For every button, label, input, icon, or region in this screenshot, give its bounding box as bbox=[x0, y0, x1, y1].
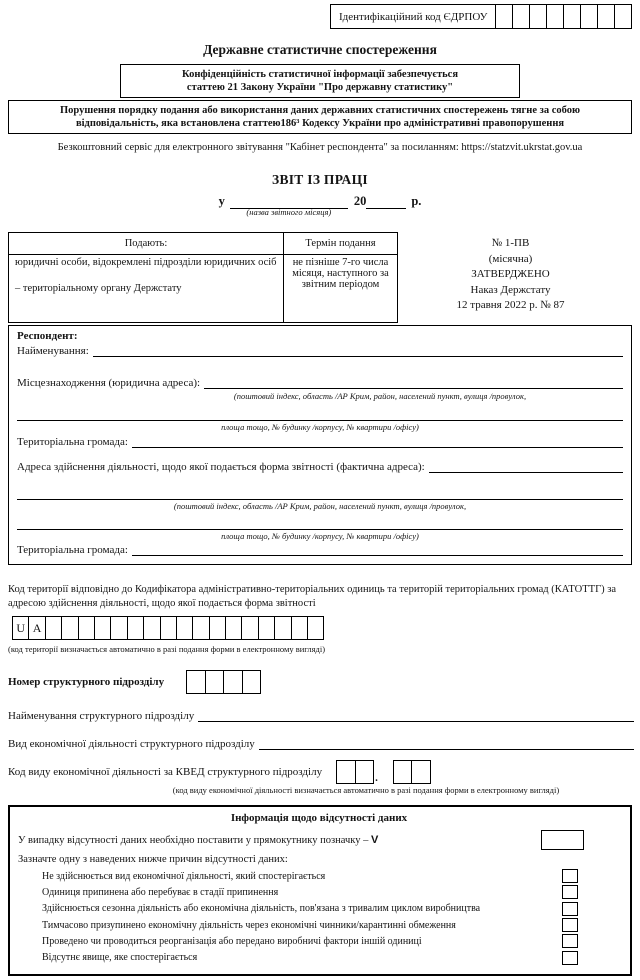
code-cell[interactable] bbox=[258, 616, 275, 640]
submission-who-cell bbox=[9, 255, 284, 323]
code-cell[interactable] bbox=[143, 616, 160, 640]
code-cell[interactable] bbox=[209, 616, 226, 640]
code-cell[interactable] bbox=[336, 760, 356, 784]
code-cell[interactable] bbox=[61, 616, 78, 640]
code-cell[interactable] bbox=[580, 4, 598, 29]
code-cell[interactable] bbox=[225, 616, 242, 640]
code-cell[interactable] bbox=[563, 4, 581, 29]
code-cell[interactable] bbox=[110, 616, 127, 640]
respondent-box bbox=[8, 325, 632, 565]
e-reporting-service-note: Безкоштовний сервіс для електронного звітування "Кабінет респондента" за посиланням: https://statzvit.ukrstat.gov.ua bbox=[57, 142, 583, 153]
v-mark: V bbox=[370, 834, 379, 846]
reason-row bbox=[18, 884, 620, 900]
code-cell[interactable] bbox=[411, 760, 431, 784]
reason-row bbox=[18, 917, 620, 933]
order-date: 12 травня 2022 р. № 87 bbox=[456, 299, 565, 311]
kved-cells-minor bbox=[393, 760, 431, 784]
reason-row bbox=[18, 868, 620, 884]
unit-name-input-line[interactable] bbox=[198, 709, 634, 722]
no-data-reasons-list bbox=[18, 868, 620, 966]
report-year-input-line[interactable] bbox=[366, 194, 406, 209]
reason-checkbox[interactable] bbox=[562, 902, 578, 916]
code-cell[interactable] bbox=[495, 4, 513, 29]
code-cell[interactable] bbox=[274, 616, 291, 640]
code-cell[interactable] bbox=[176, 616, 193, 640]
confidentiality-line1: Конфіденційність статистичної інформації забезпечується bbox=[181, 69, 458, 80]
code-cell[interactable] bbox=[186, 670, 206, 694]
community-label-2: Територіальна громада: bbox=[17, 544, 128, 556]
unit-number-label: Номер структурного підрозділу bbox=[8, 676, 165, 688]
confidentiality-box bbox=[120, 64, 520, 98]
reason-row bbox=[18, 901, 620, 917]
code-cell[interactable] bbox=[242, 670, 262, 694]
reason-checkbox[interactable] bbox=[562, 885, 578, 899]
period-prefix: у bbox=[218, 194, 225, 208]
form-periodicity: (місячна) bbox=[488, 252, 533, 265]
submission-who: юридичні особи, відокремлені підрозділи юридичних осіб bbox=[15, 257, 277, 268]
unit-number-cells bbox=[186, 670, 261, 694]
location-input-line[interactable] bbox=[204, 376, 623, 389]
report-month-input-line[interactable] bbox=[230, 194, 348, 217]
code-cell[interactable] bbox=[291, 616, 308, 640]
confidentiality-line2: статтею 21 Закону України "Про державну статистику" bbox=[186, 82, 454, 93]
submission-deadline: не пізніше 7-го числа місяця, наступного за звітним періодом bbox=[292, 257, 389, 290]
code-cell[interactable] bbox=[241, 616, 258, 640]
code-cell[interactable] bbox=[529, 4, 547, 29]
code-cell[interactable] bbox=[78, 616, 95, 640]
violation-line2: відповідальність, яка встановлена статтею186³ Кодексу України про адміністративні правопорушення bbox=[75, 118, 565, 129]
no-data-box bbox=[8, 805, 632, 976]
reason-checkbox[interactable] bbox=[562, 918, 578, 932]
code-cell[interactable] bbox=[160, 616, 177, 640]
no-data-title: Інформація щодо відсутності даних bbox=[230, 812, 408, 824]
community-input-line-2[interactable] bbox=[132, 543, 623, 556]
form-number: № 1-ПВ bbox=[491, 237, 530, 249]
document-title: Державне статистичне спостереження bbox=[203, 42, 437, 57]
code-cell[interactable] bbox=[94, 616, 111, 640]
reason-row bbox=[18, 949, 620, 965]
code-cell[interactable] bbox=[393, 760, 413, 784]
address-hint-3: (поштовий індекс, область /АР Крим, район, населений пункт, вулиця /провулок, bbox=[173, 501, 467, 511]
order-label: Наказ Держстату bbox=[470, 283, 551, 296]
territory-code-section bbox=[8, 583, 634, 657]
submission-to-whom: – територіальному органу Держстату bbox=[15, 283, 182, 294]
kved-label: Код виду економічної діяльності за КВЕД структурного підрозділу bbox=[8, 766, 323, 778]
submission-table bbox=[8, 232, 398, 323]
reason-label: Здійснюється сезонна діяльність або економічна діяльність, пов'язана з тривалим циклом виробництва bbox=[42, 903, 481, 915]
territory-code-note: (код території визначається автоматично в разі подання форми в електронному вигляді) bbox=[8, 644, 326, 654]
reason-label: Проведено чи проводиться реорганізація або передано виробничі фактори іншій одиниці bbox=[42, 935, 422, 947]
code-cell[interactable] bbox=[597, 4, 615, 29]
no-data-instruction: У випадку відсутності даних необхідно поставити у прямокутнику позначку – V bbox=[18, 834, 379, 846]
address-hint-1: (поштовий індекс, область /АР Крим, район, населений пункт, вулиця /провулок, bbox=[233, 391, 527, 401]
code-cell[interactable] bbox=[355, 760, 375, 784]
violation-line1: Порушення порядку подання або використання даних державних статистичних спостережень тягне за собою bbox=[59, 105, 581, 116]
name-input-line[interactable] bbox=[93, 344, 623, 357]
unit-name-label: Найменування структурного підрозділу bbox=[8, 710, 195, 722]
community-label: Територіальна громада: bbox=[17, 436, 128, 448]
territory-code-cells bbox=[12, 616, 634, 640]
report-title: ЗВІТ ІЗ ПРАЦІ bbox=[272, 172, 368, 187]
kved-note: (код виду економічної діяльності визначається автоматично в разі подання форми в електронному вигляді) bbox=[172, 785, 560, 795]
violation-warning-box bbox=[8, 100, 632, 134]
month-hint: (назва звітного місяця) bbox=[246, 207, 332, 217]
kved-cells-major bbox=[336, 760, 374, 784]
location-label: Місцезнаходження (юридична адреса): bbox=[17, 377, 201, 389]
reason-label: Відсутнє явище, яке спостерігається bbox=[42, 952, 198, 964]
territory-code-description: Код території відповідно до Кодифікатора адміністративно-територіальних одиниць та територій територіальних громад (КАТОТТГ) за адресою здійснення діяльності, щодо якої подається форма звітності bbox=[8, 584, 617, 609]
reason-checkbox[interactable] bbox=[562, 934, 578, 948]
kved-dot: . bbox=[375, 772, 378, 784]
approval-block bbox=[398, 236, 623, 314]
unit-activity-input-line[interactable] bbox=[259, 737, 634, 750]
report-period-line bbox=[0, 194, 640, 217]
no-data-mark-box[interactable] bbox=[541, 830, 584, 850]
edrpou-code-block bbox=[330, 4, 632, 29]
location-input-line2[interactable] bbox=[17, 408, 623, 421]
activity-address-label: Адреса здійснення діяльності, щодо якої подається форма звітності (фактична адреса): bbox=[17, 461, 425, 473]
code-cell[interactable]: U bbox=[12, 616, 29, 640]
reason-label: Не здійснюється вид економічної діяльності, який спостерігається bbox=[42, 870, 326, 882]
code-cell[interactable] bbox=[205, 670, 225, 694]
respondent-title: Респондент: bbox=[17, 330, 78, 342]
submission-col1-header: Подають: bbox=[9, 233, 284, 255]
no-data-select-reason: Зазначте одну з наведених нижче причин відсутності даних: bbox=[18, 854, 288, 865]
structural-unit-section bbox=[8, 670, 634, 795]
community-input-line[interactable] bbox=[132, 435, 623, 448]
address-hint-2: площа тощо, № будинку /корпусу, № квартири /офісу) bbox=[221, 422, 419, 432]
code-cell[interactable] bbox=[307, 616, 324, 640]
approved-label: ЗАТВЕРДЖЕНО bbox=[471, 268, 550, 280]
activity-address-input-line3[interactable] bbox=[17, 517, 623, 530]
edrpou-cells bbox=[496, 4, 632, 29]
code-cell[interactable] bbox=[512, 4, 530, 29]
code-cell[interactable]: A bbox=[28, 616, 45, 640]
activity-address-input-line[interactable] bbox=[429, 460, 623, 473]
period-year-prefix: 20 bbox=[353, 194, 367, 208]
submission-deadline-cell bbox=[284, 255, 398, 323]
name-label: Найменування: bbox=[17, 345, 89, 357]
edrpou-label: Ідентифікаційний код ЄДРПОУ bbox=[330, 4, 496, 29]
code-cell[interactable] bbox=[546, 4, 564, 29]
reason-label: Одиниця припинена або перебуває в стадії припинення bbox=[42, 886, 279, 898]
code-cell[interactable] bbox=[45, 616, 62, 640]
submission-col2-header: Термін подання bbox=[284, 233, 398, 255]
reason-checkbox[interactable] bbox=[562, 869, 578, 883]
reason-row bbox=[18, 933, 620, 949]
period-suffix: р. bbox=[411, 194, 422, 208]
code-cell[interactable] bbox=[614, 4, 632, 29]
activity-address-input-line2[interactable] bbox=[17, 487, 623, 500]
code-cell[interactable] bbox=[192, 616, 209, 640]
address-hint-4: площа тощо, № будинку /корпусу, № квартири /офісу) bbox=[221, 531, 419, 541]
code-cell[interactable] bbox=[127, 616, 144, 640]
reason-checkbox[interactable] bbox=[562, 951, 578, 965]
unit-activity-label: Вид економічної діяльності структурного підрозділу bbox=[8, 738, 255, 750]
reason-label: Тимчасово призупинено економічну діяльність через економічні чинники/карантинні обмеження bbox=[42, 919, 456, 931]
code-cell[interactable] bbox=[223, 670, 243, 694]
